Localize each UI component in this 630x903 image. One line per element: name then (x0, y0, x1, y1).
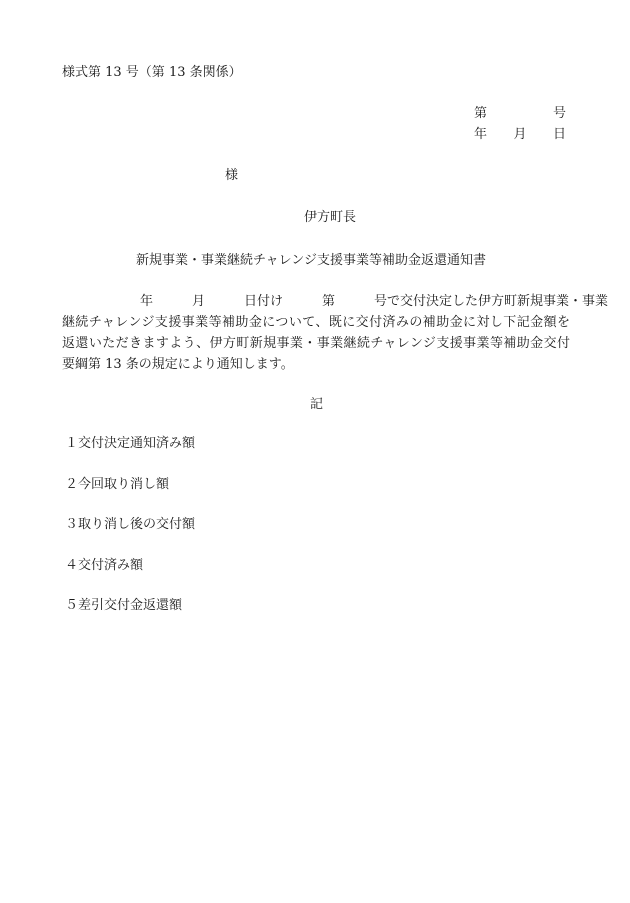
addressee: 様 (225, 168, 239, 183)
date-year: 年 (474, 127, 488, 142)
list-item: ５差引交付金返還額 (65, 598, 183, 613)
body-line-3: 返還いただきますよう、伊方町新規事業・事業継続チャレンジ支援事業等補助金交付 (62, 336, 570, 351)
number-prefix: 第 (474, 106, 488, 121)
date-day: 日 (552, 127, 566, 142)
list-item: １交付決定通知済み額 (65, 436, 196, 451)
list-item: ４交付済み額 (65, 558, 144, 573)
list-item: ３取り消し後の交付額 (65, 517, 196, 532)
body-line-2: 継続チャレンジ支援事業等補助金について、既に交付済みの補助金に対し下記金額を (62, 315, 570, 330)
body-line-4: 要綱第 13 条の規定により通知します。 (62, 357, 294, 372)
notice-body (62, 291, 609, 375)
document-date-line (474, 128, 566, 141)
document-title: 新規事業・事業継続チャレンジ支援事業等補助金返還通知書 (136, 253, 486, 268)
number-suffix: 号 (552, 106, 566, 121)
date-month: 月 (513, 127, 527, 142)
document-number-line (474, 107, 566, 120)
sender-name: 伊方町長 (304, 210, 357, 225)
body-line-1: 年 月 日付け 第 号で交付決定した伊方町新規事業・事業 (62, 294, 609, 309)
ki-heading: 記 (310, 397, 324, 412)
form-number-label: 様式第 13 号（第 13 条関係） (62, 65, 242, 80)
list-item: ２今回取り消し額 (65, 477, 170, 492)
